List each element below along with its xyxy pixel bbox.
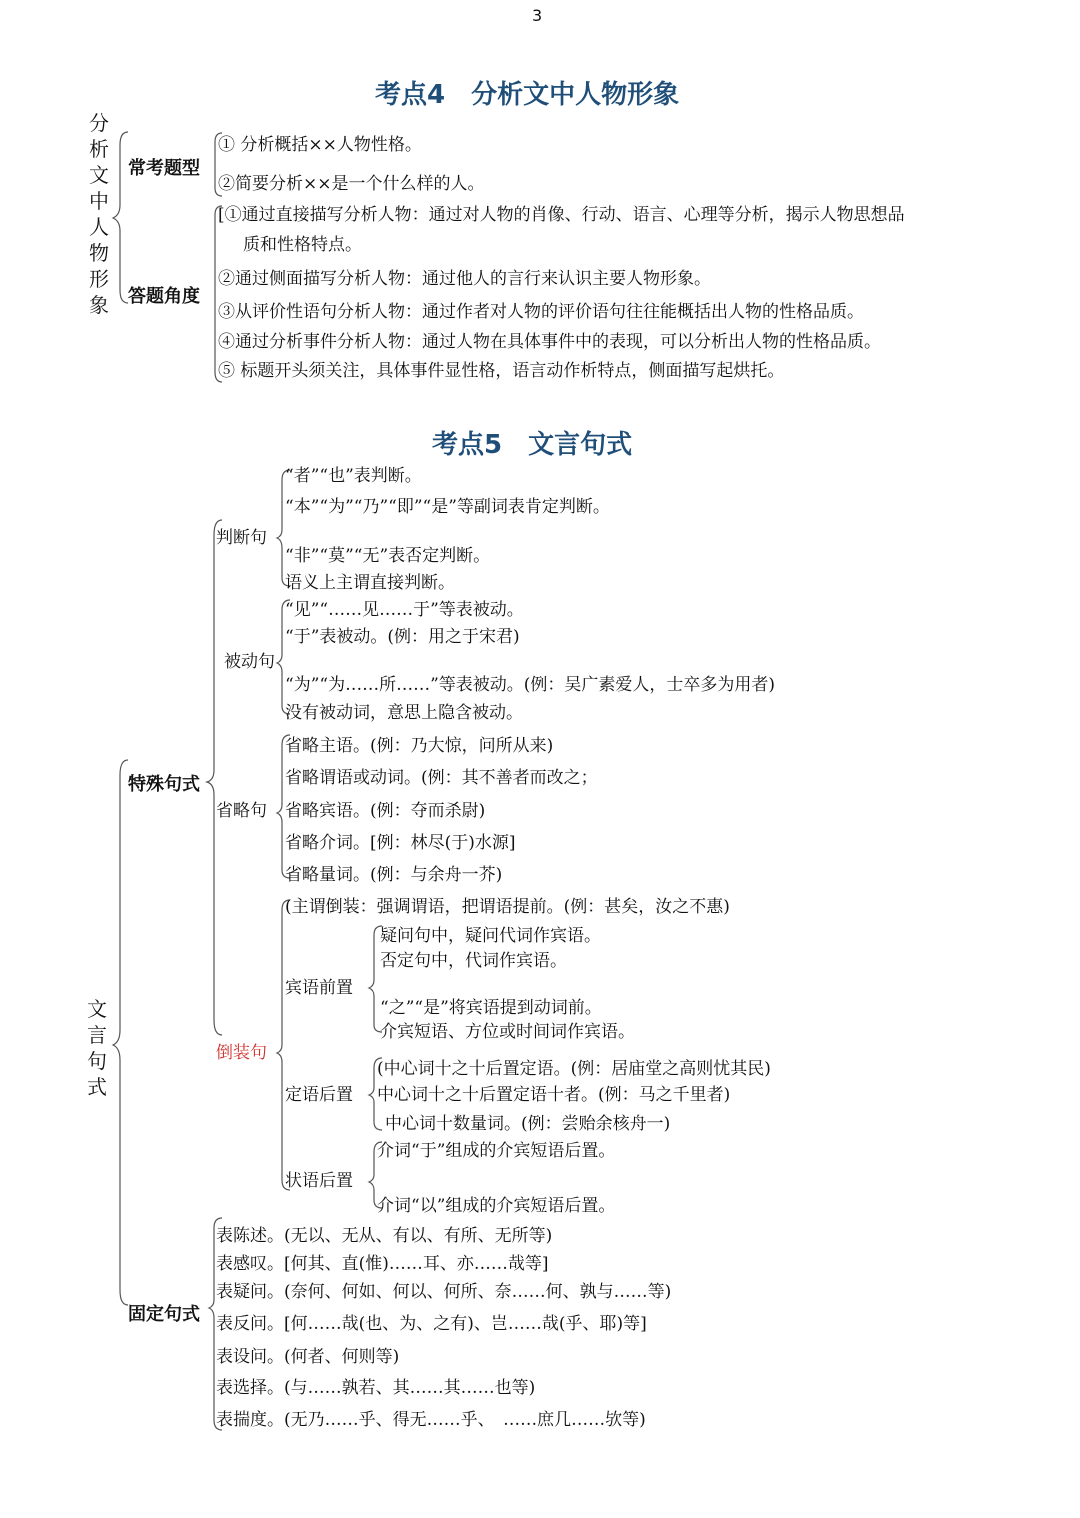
mindmap-root: 文言句式 <box>87 997 107 1099</box>
list-item: ⑤ 标题开头须关注，具体事件显性格，语言动作析特点，侧面描写起烘托。 <box>218 361 785 381</box>
list-item: 表选择。(与……孰若、其……其……也等) <box>216 1378 536 1398</box>
list-item: 介宾短语、方位或时间词作宾语。 <box>380 1022 635 1042</box>
list-item: “之”“是”将宾语提到动词前。 <box>380 998 602 1018</box>
list-item: 语义上主谓直接判断。 <box>285 573 455 593</box>
list-item: “为”“为……所……”等表被动。(例：吴广素爱人，士卒多为用者) <box>285 675 776 695</box>
list-item: 表疑问。(奈何、何如、何以、何所、奈……何、孰与……等) <box>216 1282 672 1302</box>
list-item: 省略量词。(例：与余舟一芥) <box>285 865 503 885</box>
sub-branch-label: 判断句 <box>216 528 267 548</box>
list-item: 表揣度。(无乃……乎、得无……乎、 ……庶几……欤等) <box>216 1410 646 1430</box>
sub-branch-label: 倒装句 <box>216 1043 267 1063</box>
sub-branch-label: 宾语前置 <box>285 978 353 998</box>
list-item: (主谓倒装：强调谓语，把谓语提前。(例：甚矣，汝之不惠) <box>285 897 730 917</box>
list-item: 介词“于”组成的介宾短语后置。 <box>377 1141 616 1161</box>
list-item: “非”“莫”“无”表否定判断。 <box>285 546 491 566</box>
list-item: (中心词十之十后置定语。(例：居庙堂之高则忧其民) <box>377 1059 771 1079</box>
list-item: 表反问。[何……哉(也、为、之有)、岂……哉(乎、耶)等] <box>216 1314 647 1334</box>
branch-label: 固定句式 <box>128 1304 200 1325</box>
list-item: ②简要分析××是一个什么样的人。 <box>218 174 485 194</box>
list-item: “者”“也”表判断。 <box>285 466 422 486</box>
sub-branch-label: 省略句 <box>216 801 267 821</box>
list-item: ②通过侧面描写分析人物：通过他人的言行来认识主要人物形象。 <box>218 269 711 289</box>
list-item: 表设问。(何者、何则等) <box>216 1347 400 1367</box>
list-item: ① 分析概括××人物性格。 <box>218 135 422 155</box>
sub-branch-label: 状语后置 <box>285 1171 353 1191</box>
list-item: ④通过分析事件分析人物：通过人物在具体事件中的表现，可以分析出人物的性格品质。 <box>218 332 881 352</box>
list-item: [①通过直接描写分析人物：通过对人物的肖像、行动、语言、心理等分析，揭示人物思想品 <box>218 205 905 225</box>
list-item: 质和性格特点。 <box>243 235 362 255</box>
branch-label: 特殊句式 <box>128 774 200 795</box>
list-item: 表感叹。[何其、直(惟)……耳、亦……哉等] <box>216 1254 549 1274</box>
list-item: 疑问句中，疑问代词作宾语。 <box>380 926 601 946</box>
list-item: “见”“……见……于”等表被动。 <box>285 600 524 620</box>
list-item: 省略宾语。(例：夺而杀尉) <box>285 801 486 821</box>
list-item: “本”“为”“乃”“即”“是”等副词表肯定判断。 <box>285 497 610 517</box>
page-number: 3 <box>532 6 543 25</box>
list-item: 介词“以”组成的介宾短语后置。 <box>377 1196 616 1216</box>
list-item: 中心词十数量词。(例：尝贻余核舟一) <box>385 1114 671 1134</box>
section-title: 考点4 分析文中人物形象 <box>375 80 680 110</box>
section-title: 考点5 文言句式 <box>432 430 633 460</box>
list-item: “于”表被动。(例：用之于宋君) <box>285 627 520 647</box>
list-item: 否定句中，代词作宾语。 <box>380 951 567 971</box>
branch-label: 答题角度 <box>128 286 200 307</box>
list-item: 省略主语。(例：乃大惊，问所从来) <box>285 736 554 756</box>
list-item: 省略介词。[例：林尽(于)水源] <box>285 833 516 853</box>
list-item: 中心词十之十后置定语十者。(例：马之千里者) <box>377 1085 731 1105</box>
branch-label: 常考题型 <box>128 158 200 179</box>
sub-branch-label: 定语后置 <box>285 1085 353 1105</box>
list-item: ③从评价性语句分析人物：通过作者对人物的评价语句往往能概括出人物的性格品质。 <box>218 302 864 322</box>
mindmap-root: 分析文中人物形象 <box>89 111 109 317</box>
list-item: 表陈述。(无以、无从、有以、有所、无所等) <box>216 1226 553 1246</box>
list-item: 没有被动词，意思上隐含被动。 <box>285 703 523 723</box>
sub-branch-label: 被动句 <box>224 652 275 672</box>
list-item: 省略谓语或动词。(例：其不善者而改之； <box>285 768 598 788</box>
